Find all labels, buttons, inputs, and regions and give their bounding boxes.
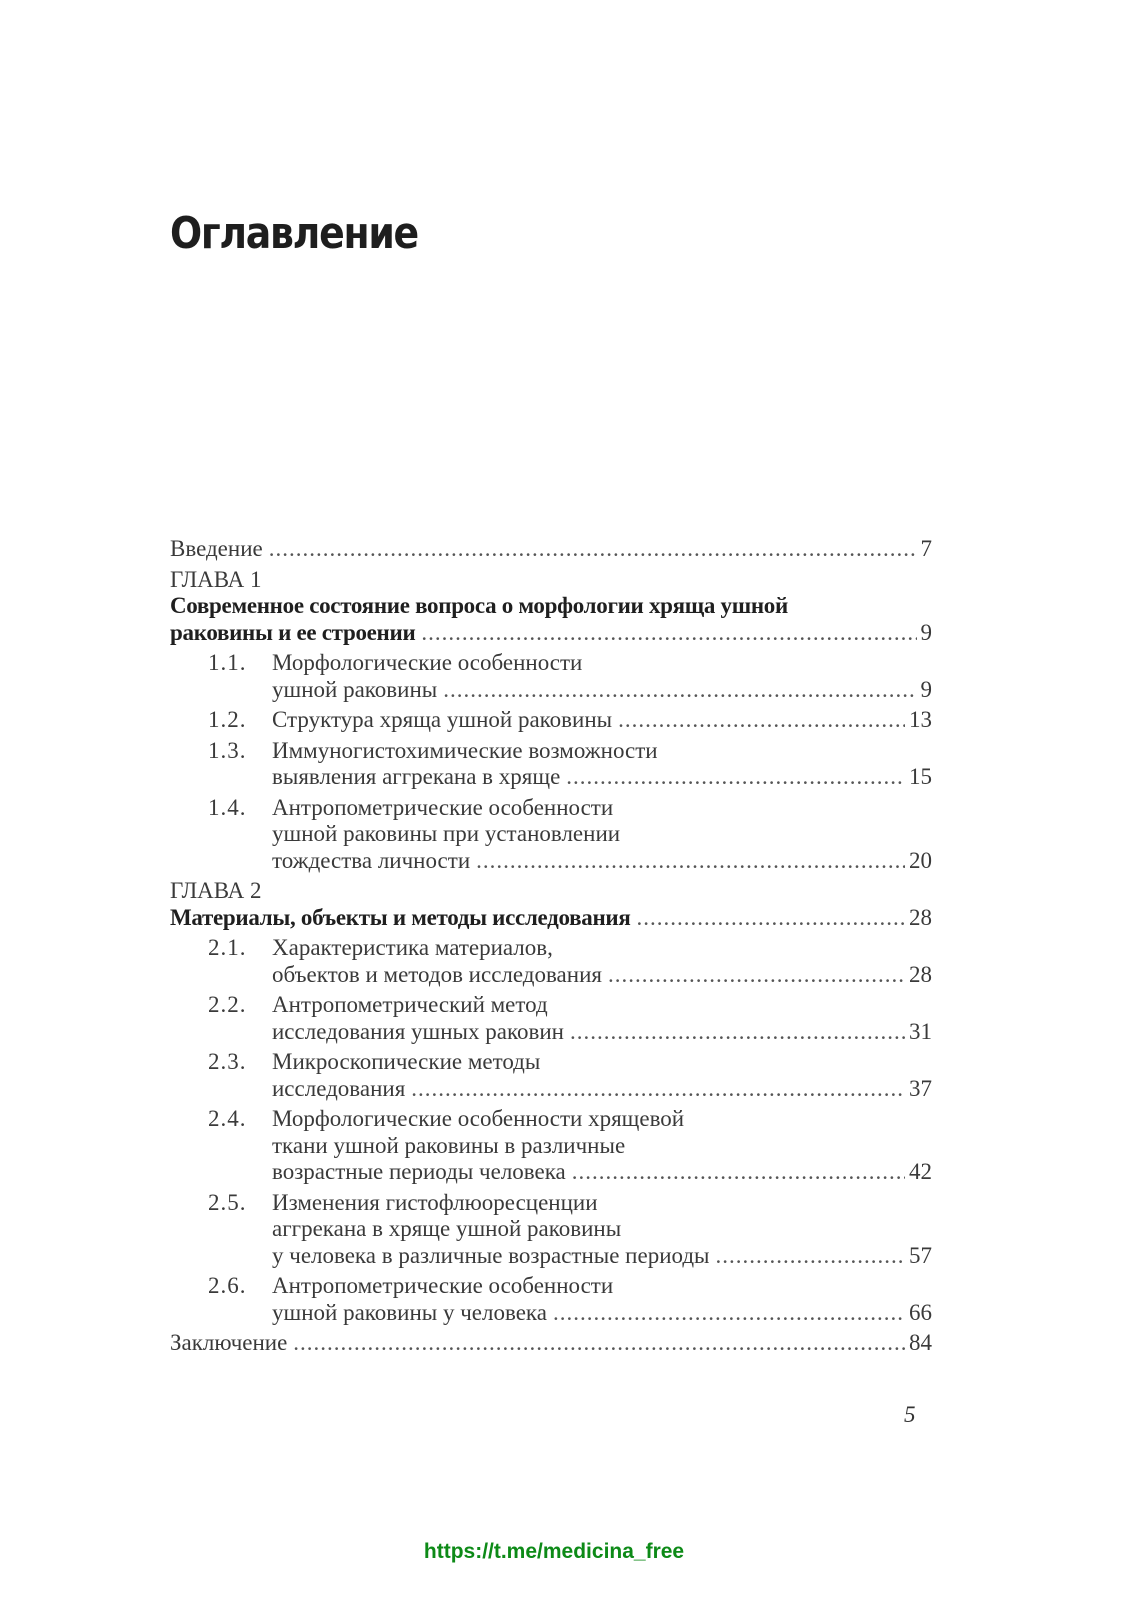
toc-entry-chapter-1[interactable] [170, 593, 932, 646]
toc-page-number: 57 [909, 1242, 932, 1268]
dot-leader [608, 962, 905, 989]
toc-page-number: 84 [909, 1330, 932, 1355]
section-number: 1.4. [208, 794, 247, 820]
section-number: 1.3. [208, 737, 247, 763]
section-title-line: Микроскопические методы [272, 1049, 541, 1074]
toc-page-number: 20 [909, 847, 932, 873]
toc-page-number: 9 [920, 619, 932, 645]
page-title: Оглавление [170, 208, 418, 259]
dot-leader [637, 905, 906, 932]
toc-section-2-3[interactable] [170, 1049, 932, 1102]
dot-leader [293, 1330, 905, 1357]
chapter-title-line: Материалы, объекты и методы исследования [170, 904, 631, 930]
section-title-line: Характеристика материалов, [272, 935, 553, 960]
dot-leader [618, 707, 905, 734]
section-title-line: ткани ушной раковины в различные [272, 1132, 626, 1158]
dot-leader [421, 620, 916, 647]
toc-page-number: 37 [909, 1075, 932, 1101]
toc-page-number: 28 [909, 904, 932, 930]
section-title-line: ушной раковины при установлении [272, 821, 621, 846]
chapter-title-line: раковины и ее строении [170, 619, 416, 645]
toc-page-number: 15 [909, 764, 932, 789]
toc-section-1-3[interactable] [170, 738, 932, 791]
section-title-line: Изменения гистофлюоресценции [272, 1189, 598, 1215]
toc-section-1-4[interactable] [170, 795, 932, 875]
chapter-title-line: Современное состояние вопроса о морфологии хряща ушной [170, 593, 788, 618]
section-number: 2.5. [208, 1189, 247, 1215]
toc-section-2-4[interactable] [170, 1106, 932, 1186]
section-title-line: ушной раковины [272, 676, 438, 702]
dot-leader [553, 1300, 905, 1327]
dot-leader [411, 1076, 905, 1103]
section-title-line: Структура хряща ушной раковины [272, 707, 613, 732]
dot-leader [570, 1019, 905, 1046]
dot-leader [572, 1159, 905, 1186]
toc-entry-title: Заключение [170, 1330, 288, 1355]
toc-entry-intro[interactable] [170, 536, 932, 563]
toc-page-number: 7 [920, 536, 932, 561]
toc-section-2-6[interactable] [170, 1273, 932, 1326]
toc-section-2-1[interactable] [170, 935, 932, 988]
table-of-contents [170, 536, 932, 1361]
toc-page-number: 13 [909, 707, 932, 732]
chapter-label: ГЛАВА 2 [170, 878, 262, 903]
section-number: 2.1. [208, 935, 247, 960]
section-title-line: у человека в различные возрастные периоды [272, 1242, 710, 1268]
section-title-line: тождества личности [272, 847, 471, 873]
section-title-line: исследования ушных раковин [272, 1018, 564, 1044]
dot-leader [476, 848, 905, 875]
toc-page-number: 66 [909, 1299, 932, 1325]
toc-page-number: 31 [909, 1018, 932, 1044]
section-title-line: аггрекана в хряще ушной раковины [272, 1216, 622, 1241]
section-number: 1.2. [208, 707, 247, 732]
toc-entry-chapter-2[interactable] [170, 905, 932, 932]
section-title-line: Антропометрические особенности [272, 794, 614, 820]
toc-section-1-2[interactable] [170, 707, 932, 734]
section-number: 2.4. [208, 1106, 247, 1131]
section-title-line: Морфологические особенности хрящевой [272, 1106, 685, 1131]
toc-section-2-2[interactable] [170, 992, 932, 1045]
section-title-line: Иммуногистохимические возможности [272, 737, 658, 763]
toc-entry-title: Введение [170, 536, 263, 561]
footer-link[interactable]: https://t.me/medicina_free [423, 1540, 685, 1563]
dot-leader [566, 764, 905, 791]
toc-page-number: 9 [920, 676, 932, 702]
section-title-line: исследования [272, 1075, 406, 1101]
section-number: 2.2. [208, 992, 247, 1017]
section-title-line: возрастные периоды человека [272, 1159, 566, 1184]
toc-page-number: 28 [909, 961, 932, 987]
section-title-line: ушной раковины у человека [272, 1299, 547, 1325]
section-number: 1.1. [208, 650, 247, 675]
dot-leader [443, 677, 916, 704]
dot-leader [269, 536, 917, 563]
section-title-line: объектов и методов исследования [272, 961, 602, 987]
chapter-label: ГЛАВА 1 [170, 566, 262, 592]
section-title-line: Антропометрические особенности [272, 1273, 614, 1298]
section-title-line: Морфологические особенности [272, 650, 583, 675]
section-title-line: выявления аггрекана в хряще [272, 764, 561, 789]
toc-section-2-5[interactable] [170, 1190, 932, 1270]
section-title-line: Антропометрический метод [272, 992, 548, 1017]
page-number: 5 [904, 1402, 916, 1427]
section-number: 2.6. [208, 1273, 247, 1298]
toc-page-number: 42 [909, 1159, 932, 1184]
dot-leader [716, 1243, 906, 1270]
toc-section-1-1[interactable] [170, 650, 932, 703]
section-number: 2.3. [208, 1049, 247, 1074]
toc-entry-conclusion[interactable] [170, 1330, 932, 1357]
